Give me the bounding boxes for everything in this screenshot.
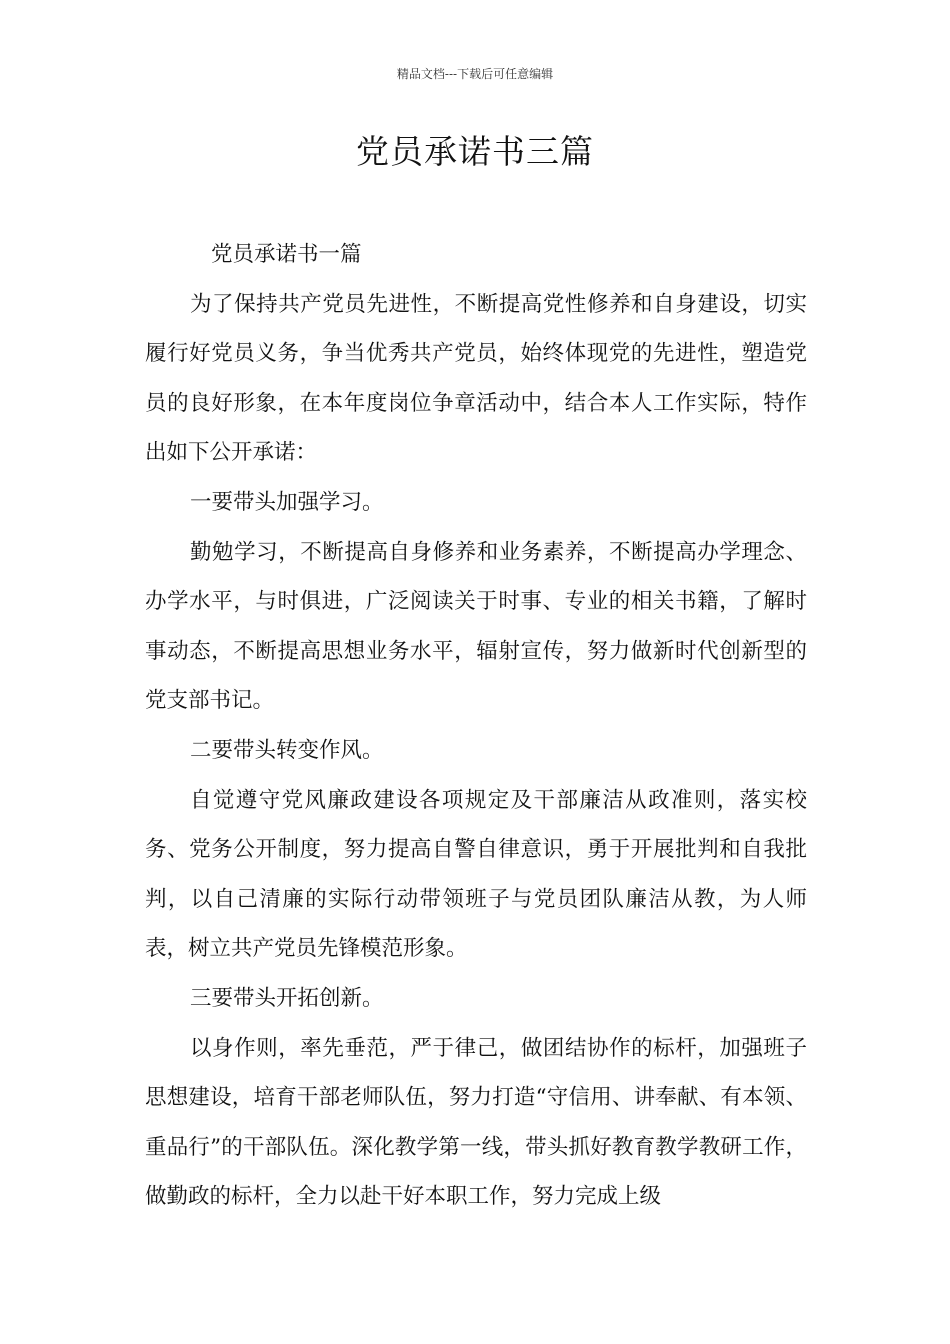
paragraph: 自觉遵守党风廉政建设各项规定及干部廉洁从政准则，落实校务、党务公开制度，努力提高自警自律意识，勇于开展批判和自我批判，以自己清廉的实际行动带领班子与党员团队廉洁从教，为人师表，树立共产党员先锋模范形象。 — [145, 787, 807, 962]
paragraph: 勤勉学习，不断提高自身修养和业务素养，不断提高办学理念、办学水平，与时俱进，广泛阅读关于时事、专业的相关书籍，了解时事动态，不断提高思想业务水平，辐射宣传，努力做新时代创新型的党支部书记。 — [145, 539, 807, 714]
section-heading: 党员承诺书一篇 — [211, 242, 362, 267]
pledge-heading: 二要带头转变作风。 — [190, 737, 384, 763]
document-title: 党员承诺书三篇 — [356, 132, 594, 171]
pledge-heading: 一要带头加强学习。 — [190, 489, 384, 515]
document-body — [145, 230, 807, 1222]
paragraph: 为了保持共产党员先进性，不断提高党性修养和自身建设，切实履行好党员义务，争当优秀共产党员，始终体现党的先进性，塑造党员的良好形象，在本年度岗位争章活动中，结合本人工作实际，特作出如下公开承诺： — [145, 291, 807, 466]
pledge-heading: 三要带头开拓创新。 — [190, 985, 384, 1011]
paragraph: 以身作则，率先垂范，严于律己，做团结协作的标杆，加强班子思想建设，培育干部老师队伍，努力打造“守信用、讲奉献、有本领、重品行”的干部队伍。深化教学第一线，带头抓好教育教学教研工作，做勤政的标杆，全力以赴干好本职工作，努力完成上级 — [145, 1035, 807, 1210]
header-note: 精品文档---下载后可任意编辑 — [396, 67, 554, 81]
